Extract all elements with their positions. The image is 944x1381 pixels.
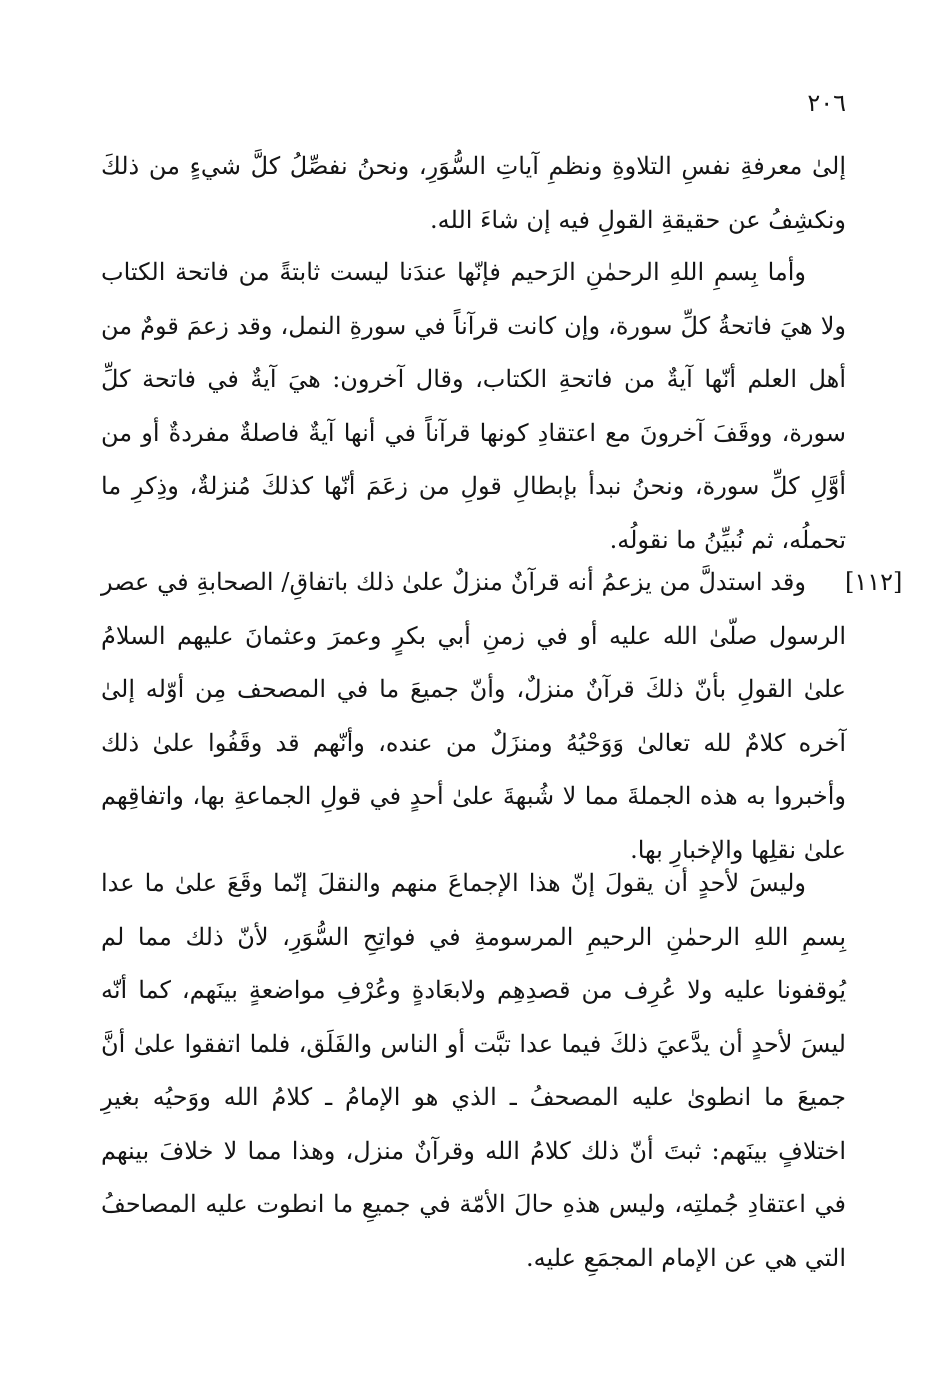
paragraph-3-text: وقد استدلَّ من يزعمُ أنه قرآنٌ منزلٌ علىٰ ذلك باتفاقِ/ الصحابةِ في عصر الرسول صلّىٰ الله عليه أو في زمنِ أبي بكرٍ وعمرَ وعثمانَ عليهم السلامُ علىٰ القولِ بأنّ ذلكَ قرآنٌ منزلٌ، وأنّ جميعَ ما في المصحف مِن أوّله إلىٰ آخره كلامٌ لله تعالىٰ وَوَحْيُهُ ومنزَلٌ من عنده، وأنّهم قد وقَفُوا علىٰ ذلك وأخبروا به هذه الجملةَ مما لا شُبهةَ علىٰ أحدٍ في قولِ الجماعةِ بها، واتفاقِهم علىٰ نقلِها والإخبارِ بها.	[101, 568, 846, 864]
paragraph-4-text: وليسَ لأحدٍ أن يقولَ إنّ هذا الإجماعَ منهم والنقلَ إنّما وقَعَ علىٰ ما عدا بِسمِ اللهِ الرحمٰنِ الرحيمِ المرسومةِ في فواتِحِ السُّوَرِ، لأنّ ذلك مما لم يُوقفونا عليه ولا عُرِف من قصدِهِم ولابعَادةٍ وعُرْفِ مواضعةٍ بينَهم، كما أنّه ليسَ لأحدٍ أن يدَّعيَ ذلكَ فيما عدا تبَّت أو الناس والفَلَق، فلما اتفقوا علىٰ أنَّ جميعَ ما انطوىٰ عليه المصحفُ ـ الذي هو الإمامُ ـ كلامُ الله ووَحيُه بغيرِ اختلافٍ بينَهم: ثبتَ أنّ ذلك كلامُ الله وقرآنٌ منزل، وهذا مما لا خلافَ بينهم في اعتقادِ جُملتِه، وليس هذهِ حالَ الأمّة في جميعِ ما انطوت عليه المصاحفُ التي هي عن الإمام المجمَعِ عليه.	[101, 869, 846, 1272]
paragraph-2-text: وأما بِسمِ اللهِ الرحمٰنِ الرَحيم فإنّها عندَنا ليست ثابتةً من فاتحة الكتاب ولا هيَ فاتحةُ كلِّ سورة، وإن كانت قرآناً في سورةِ النمل، وقد زعمَ قومٌ من أهل العلم أنّها آيةٌ من فاتحةِ الكتاب، وقال آخرون: هيَ آيةٌ في فاتحة كلِّ سورة، ووقَفَ آخرونَ مع اعتقادِ كونها قرآناً في أنها آيةٌ فاصلةٌ مفردةٌ أو من أوَّلِ كلِّ سورة، ونحنُ نبدأ بإبطالِ قولِ من زعَمَ أنّها كذلكَ مُنزلةٌ، وذِكرِ ما تحملُه، ثم نُبيِّنُ ما نقولُه.	[101, 258, 846, 554]
paragraph-1	[101, 140, 846, 247]
paragraph-3	[101, 556, 846, 877]
page-number: ٢٠٦	[807, 89, 846, 117]
paragraph-4	[101, 857, 846, 1285]
paragraph-1-text: إلىٰ معرفةِ نفسِ التلاوةِ ونظمِ آياتِ السُّوَرِ، ونحنُ نفصِّلُ كلَّ شيءٍ من ذلكَ ونكشِفُ عن حقيقةِ القولِ فيه إن شاءَ الله.	[101, 152, 846, 234]
margin-reference-number: [١١٢]	[845, 568, 903, 596]
paragraph-2	[101, 246, 846, 567]
